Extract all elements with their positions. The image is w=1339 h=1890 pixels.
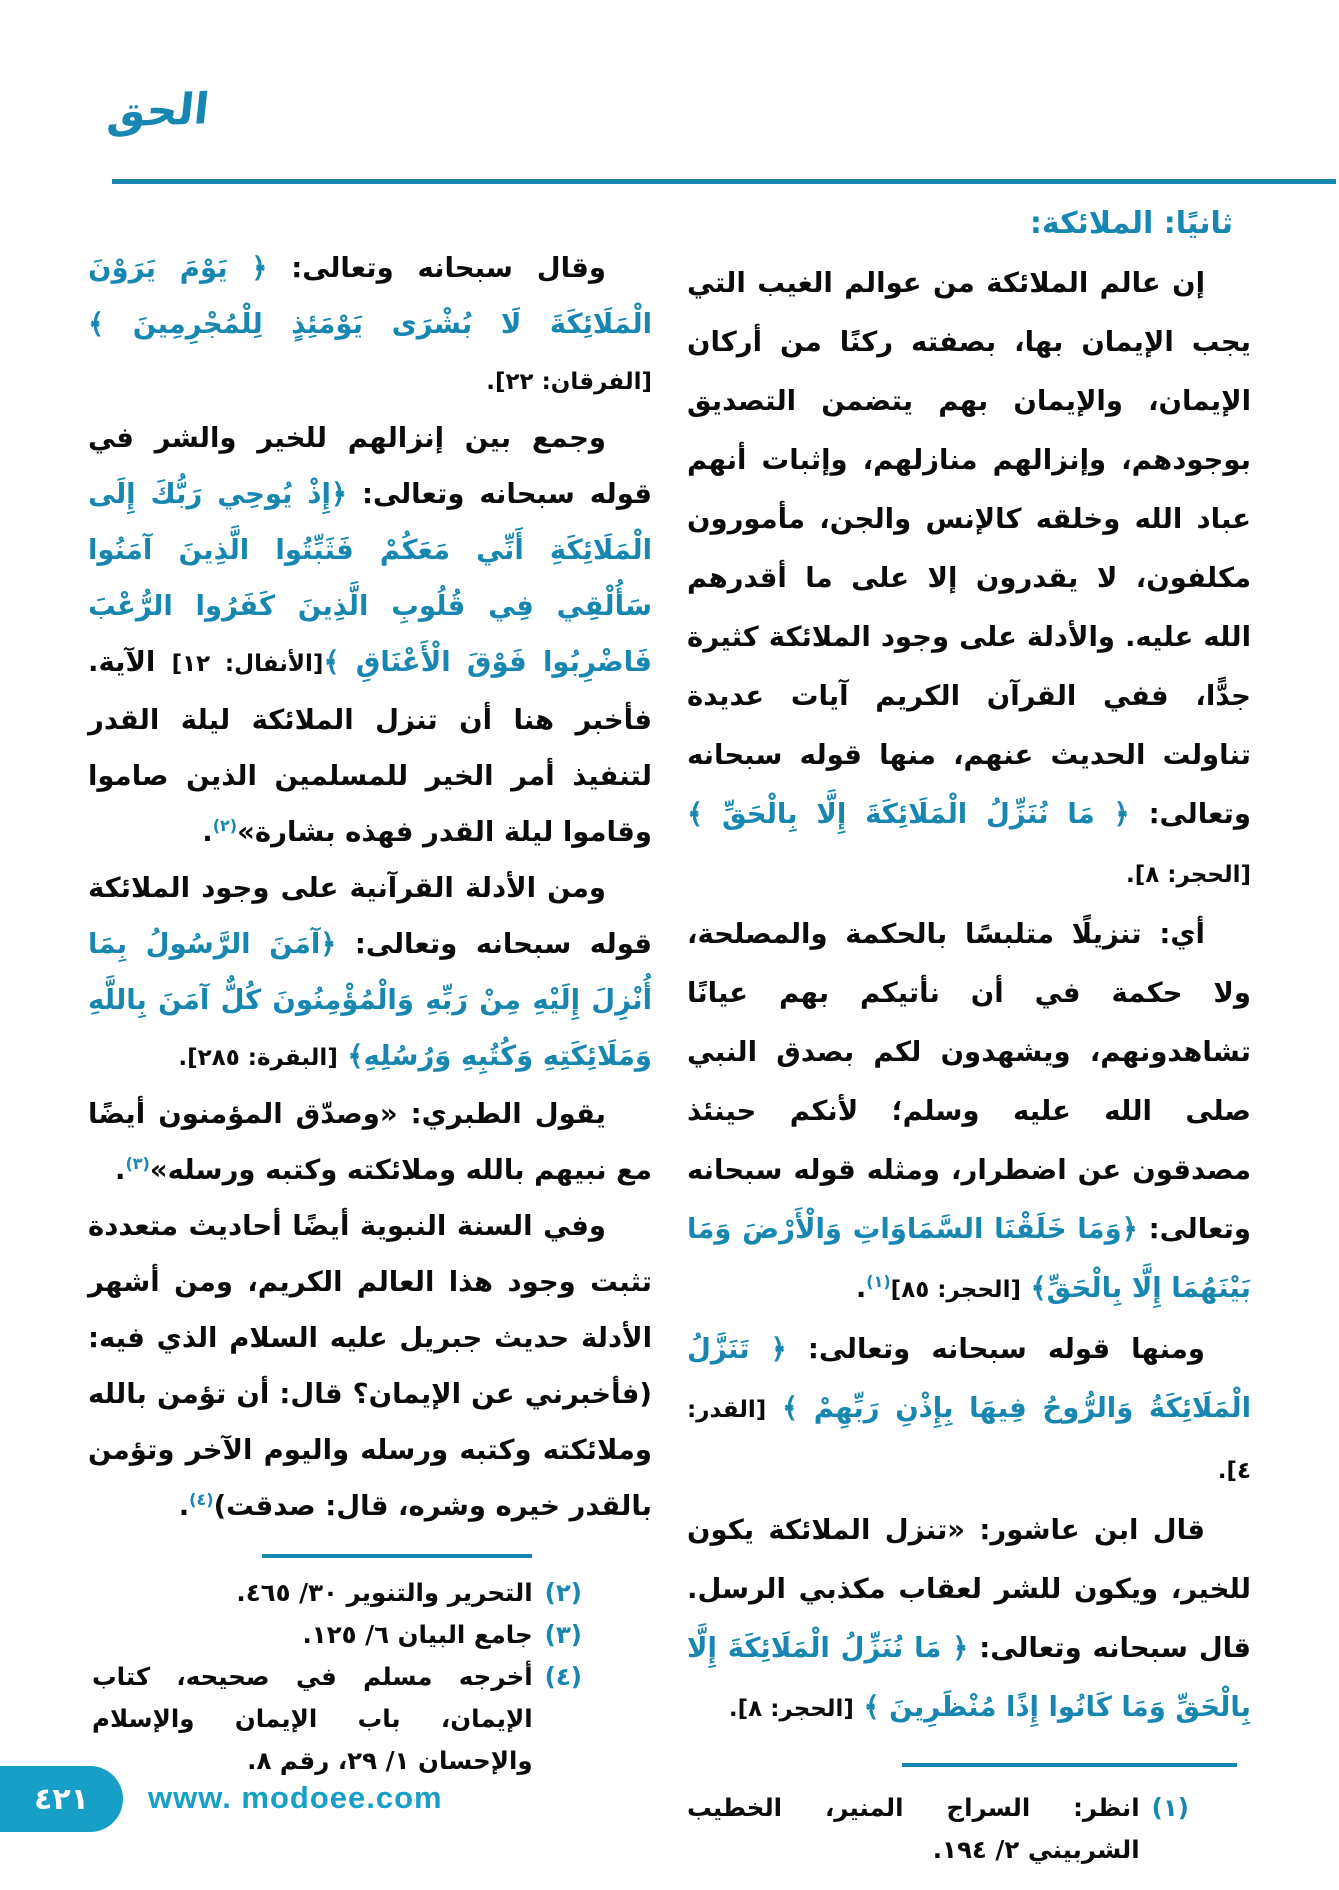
body-text: أي: تنزيلًا متلبسًا بالحكمة والمصلحة، ولا حكمة في أن نأتيكم بهم عيانًا تشاهدونهم، ويشهدون لكم بصدق النبي صلى الله عليه وسلم؛ لأنكم حينئذ مصدقون عن اضطرار، ومثله قوله سبحانه وتعالى: [687,918,1251,1245]
quran-verse: ﴿إِذْ يُوحِي رَبُّكَ إِلَى الْمَلَائِكَةِ أَنِّي مَعَكُمْ فَثَبِّتُوا الَّذِينَ آمَنُوا سَأُلْقِي فِي قُلُوبِ الَّذِينَ كَفَرُوا الرُّعْبَ فَاضْرِبُوا فَوْقَ الْأَعْنَاقِ ﴾ [88,478,652,678]
quran-verse: ﴿ تَنَزَّلُ الْمَلَائِكَةُ وَالرُّوحُ فِيهَا بِإِذْنِ رَبِّهِمْ ﴾ [687,1333,1251,1424]
quran-verse: ﴿ يَوْمَ يَرَوْنَ الْمَلَائِكَةَ لَا بُشْرَى يَوْمَئِذٍ لِلْمُجْرِمِينَ ﴾ [88,252,652,340]
paragraph [687,905,1251,1320]
footnote-marker: (٢) [212,815,238,835]
footnote-separator [902,1763,1237,1767]
footnote-text: التحرير والتنوير ٣٠/ ٤٦٥. [236,1578,533,1607]
body-text: ومن الأدلة القرآنية على وجود الملائكة قوله سبحانه وتعالى: [88,872,652,960]
verse-reference: [الفرقان: ٢٢]. [486,369,652,395]
footnotes [88,1572,652,1782]
footnotes [687,1787,1251,1871]
paragraph [687,254,1251,905]
paragraph [687,1501,1251,1739]
body-text: وجمع بين إنزالهم للخير والشر في قوله سبحانه وتعالى: [88,422,652,510]
verse-reference: [البقرة: ٢٨٥]. [178,1045,338,1071]
footnote-text: أخرجه مسلم في صحيحه، كتاب الإيمان، باب الإيمان والإسلام والإحسان ١/ ٢٩، رقم ٨. [92,1662,533,1775]
verse-reference: [الحجر: ٨]. [1126,862,1251,888]
quran-verse: ﴿ مَا نُنَزِّلُ الْمَلَائِكَةَ إِلَّا بِالْحَقِّ وَمَا كَانُوا إِذًا مُنْظَرِينَ ﴾ [687,1632,1251,1723]
column-right [687,194,1251,1871]
footnote-separator [262,1554,532,1558]
footnote-number: (٤) [544,1662,582,1691]
paragraph [88,240,652,410]
verse-reference: [القدر: ٤]. [687,1397,1251,1484]
body-text: وفي السنة النبوية أيضًا أحاديث متعددة تثبت وجود هذا العالم الكريم، ومن أشهر الأدلة حديث جبريل عليه السلام الذي فيه: (فأخبرني عن الإيمان؟ قال: أن تؤمن بالله وملائكته وكتبه ورسله واليوم الآخر وتؤمن بالقدر خيره وشره، قال: صدقت) [88,1210,652,1522]
book-title-calligraphy: الحق [105,84,212,138]
page-number-badge: ٤٢١ [0,1766,123,1832]
column-left [88,240,652,1782]
body-text: . [855,1272,867,1304]
footnote-number: (٢) [544,1578,582,1607]
verse-reference: [الحجر: ٨٥] [890,1277,1021,1303]
footnote [92,1572,582,1614]
footnote-text: جامع البيان ٦/ ١٢٥. [302,1620,533,1649]
body-text: الآية. فأخبر هنا أن تنزل الملائكة ليلة القدر لتنفيذ أمر الخير للمسلمين الذين صاموا وقاموا ليلة القدر فهذه بشارة» [88,646,652,848]
body-text: وقال سبحانه وتعالى: [267,252,606,284]
footnote [687,1787,1189,1871]
section-heading [687,194,1251,254]
quran-verse: ﴿وَمَا خَلَقْنَا السَّمَاوَاتِ وَالْأَرْضَ وَمَا بَيْنَهُمَا إِلَّا بِالْحَقِّ﴾ [687,1213,1251,1304]
publisher-website: www. modoee.com [148,1780,443,1815]
body-text: قال ابن عاشور: «تنزل الملائكة يكون للخير، ويكون للشر لعقاب مكذبي الرسل. قال سبحانه وتعالى: [687,1514,1252,1664]
body-text: إن عالم الملائكة من عوالم الغيب التي يجب الإيمان بها، بصفته ركنًا من أركان الإيمان، والإيمان بهم يتضمن التصديق بوجودهم، وإنزالهم منازلهم، وإثبات أنهم عباد الله وخلقه كالإنس والجن، مأمورون مكلفون، لا يقدرون إلا على ما أقدرهم الله عليه. والأدلة على وجود الملائكة كثيرة جدًّا، ففي القرآن الكريم آيات عديدة تناولت الحديث عنهم، منها قوله سبحانه وتعالى: [687,267,1251,830]
quran-verse: ﴿آمَنَ الرَّسُولُ بِمَا أُنْزِلَ إِلَيْهِ مِنْ رَبِّهِ وَالْمُؤْمِنُونَ كُلٌّ آمَنَ بِاللَّهِ وَمَلَائِكَتِهِ وَكُتُبِهِ وَرُسُلِهِ﴾ [88,928,652,1072]
paragraph [88,1086,652,1198]
body-text: ومنها قوله سبحانه وتعالى: [786,1333,1205,1365]
body-text: . [115,1154,126,1186]
footnote [92,1614,582,1656]
paragraph [88,1198,652,1534]
quran-verse: ﴿ مَا نُنَزِّلُ الْمَلَائِكَةَ إِلَّا بِالْحَقِّ ﴾ [687,798,1130,830]
footnote-number: (١) [1151,1793,1189,1822]
header-rule [112,179,1336,184]
body-text: . [178,1490,190,1522]
paragraph [88,410,652,860]
paragraph [687,1320,1251,1501]
paragraph [88,860,652,1086]
body-text: يقول الطبري: «وصدّق المؤمنون أيضًا مع نبيهم بالله وملائكته وكتبه ورسله» [88,1098,652,1186]
verse-reference: [الأنفال: ١٢] [171,651,324,677]
heading-text: ثانيًا: الملائكة: [1029,206,1233,241]
footnote-marker: (١) [866,1271,891,1291]
footnote-marker: (٤) [189,1489,214,1509]
footnote-number: (٣) [544,1620,582,1649]
verse-reference: [الحجر: ٨]. [728,1696,854,1722]
footnote [92,1656,582,1782]
footnote-text: انظر: السراج المنير، الخطيب الشربيني ٢/ ١٩٤. [687,1793,1140,1864]
footnote-marker: (٣) [125,1153,150,1173]
body-text: . [202,816,213,848]
